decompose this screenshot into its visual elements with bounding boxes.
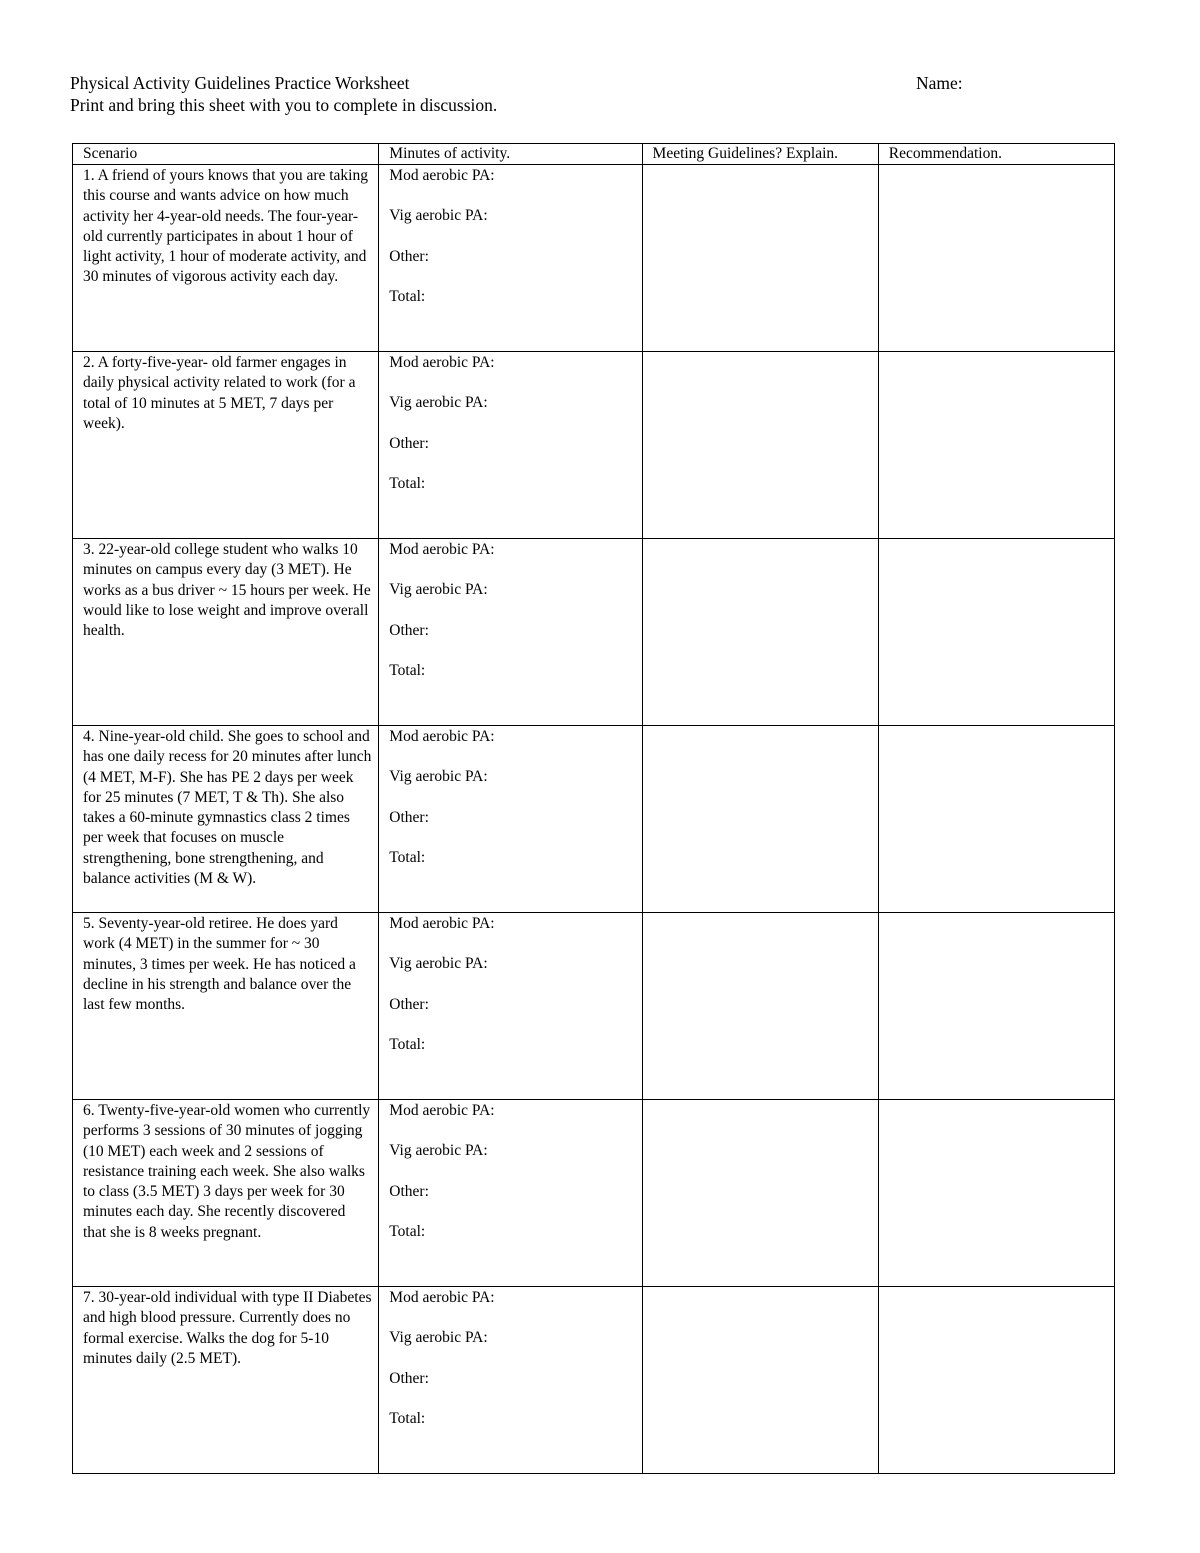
meeting-guidelines-cell[interactable] bbox=[642, 913, 878, 1100]
scenario-cell: 3. 22-year-old college student who walks 10 minutes on campus every day (3 MET). He works as a bus driver ~ 15 hours per week. He would like to lose weight and improve overall health. bbox=[73, 539, 379, 726]
meeting-guidelines-cell[interactable] bbox=[642, 165, 878, 352]
minutes-list bbox=[389, 913, 635, 1075]
vig-aerobic-label: Vig aerobic PA: bbox=[389, 768, 488, 786]
minutes-list bbox=[389, 1287, 635, 1449]
vig-aerobic-label: Vig aerobic PA: bbox=[389, 1329, 488, 1347]
scenario-row-3 bbox=[73, 539, 1115, 726]
other-label: Other: bbox=[389, 995, 429, 1013]
mod-aerobic-label: Mod aerobic PA: bbox=[389, 915, 495, 932]
minutes-list bbox=[389, 165, 635, 327]
scenario-cell: 6. Twenty-five-year-old women who currently performs 3 sessions of 30 minutes of jogging (10 MET) each week and 2 sessions of resistance training each week. She also walks to class (3.5 MET) 3 days per week for 30 minutes each day. She recently discovered that she is 8 weeks pregnant. bbox=[73, 1100, 379, 1287]
other-label: Other: bbox=[389, 808, 429, 826]
scenario-row-7 bbox=[73, 1287, 1115, 1474]
worksheet-header bbox=[70, 72, 1120, 116]
minutes-cell[interactable] bbox=[379, 1100, 642, 1287]
scenario-row-5 bbox=[73, 913, 1115, 1100]
recommendation-cell[interactable] bbox=[878, 913, 1114, 1100]
vig-aerobic-label: Vig aerobic PA: bbox=[389, 955, 488, 973]
total-label: Total: bbox=[389, 848, 426, 866]
minutes-list bbox=[389, 352, 635, 514]
scenario-cell: 5. Seventy-year-old retiree. He does yard work (4 MET) in the summer for ~ 30 minutes, 3 times per week. He has noticed a decline in his strength and balance over the last few months. bbox=[73, 913, 379, 1100]
meeting-guidelines-cell[interactable] bbox=[642, 352, 878, 539]
scenario-row-1 bbox=[73, 165, 1115, 352]
minutes-cell[interactable] bbox=[379, 539, 642, 726]
mod-aerobic-label: Mod aerobic PA: bbox=[389, 167, 495, 184]
minutes-cell[interactable] bbox=[379, 165, 642, 352]
minutes-cell[interactable] bbox=[379, 352, 642, 539]
other-label: Other: bbox=[389, 621, 429, 639]
scenario-cell: 2. A forty-five-year- old farmer engages in daily physical activity related to work (for a total of 10 minutes at 5 MET, 7 days per week). bbox=[73, 352, 379, 539]
column-header-meeting-guidelines: Meeting Guidelines? Explain. bbox=[642, 144, 878, 165]
meeting-guidelines-cell[interactable] bbox=[642, 1100, 878, 1287]
instructions-row bbox=[70, 94, 1120, 116]
vig-aerobic-label: Vig aerobic PA: bbox=[389, 581, 488, 599]
meeting-guidelines-cell[interactable] bbox=[642, 1287, 878, 1474]
minutes-cell[interactable] bbox=[379, 726, 642, 913]
meeting-guidelines-cell[interactable] bbox=[642, 539, 878, 726]
minutes-list bbox=[389, 726, 635, 888]
total-label: Total: bbox=[389, 474, 426, 492]
mod-aerobic-label: Mod aerobic PA: bbox=[389, 541, 495, 558]
total-label: Total: bbox=[389, 287, 426, 305]
title-row bbox=[70, 72, 1120, 94]
minutes-list bbox=[389, 1100, 635, 1262]
total-label: Total: bbox=[389, 1409, 426, 1427]
worksheet-title: Physical Activity Guidelines Practice Worksheet bbox=[70, 73, 410, 93]
vig-aerobic-label: Vig aerobic PA: bbox=[389, 394, 488, 412]
other-label: Other: bbox=[389, 434, 429, 452]
total-label: Total: bbox=[389, 1035, 426, 1053]
scenario-row-4 bbox=[73, 726, 1115, 913]
scenario-cell: 7. 30-year-old individual with type II Diabetes and high blood pressure. Currently does no formal exercise. Walks the dog for 5-10 minutes daily (2.5 MET). bbox=[73, 1287, 379, 1474]
worksheet-instructions: Print and bring this sheet with you to complete in discussion. bbox=[70, 95, 498, 115]
other-label: Other: bbox=[389, 1369, 429, 1387]
recommendation-cell[interactable] bbox=[878, 1100, 1114, 1287]
mod-aerobic-label: Mod aerobic PA: bbox=[389, 354, 495, 371]
vig-aerobic-label: Vig aerobic PA: bbox=[389, 1142, 488, 1160]
scenario-row-6 bbox=[73, 1100, 1115, 1287]
mod-aerobic-label: Mod aerobic PA: bbox=[389, 1102, 495, 1119]
recommendation-cell[interactable] bbox=[878, 539, 1114, 726]
column-header-minutes: Minutes of activity. bbox=[379, 144, 642, 165]
total-label: Total: bbox=[389, 661, 426, 679]
other-label: Other: bbox=[389, 247, 429, 265]
name-label: Name: bbox=[916, 73, 963, 93]
other-label: Other: bbox=[389, 1182, 429, 1200]
column-header-scenario: Scenario bbox=[73, 144, 379, 165]
mod-aerobic-label: Mod aerobic PA: bbox=[389, 1289, 495, 1306]
minutes-list bbox=[389, 539, 635, 701]
scenario-cell: 1. A friend of yours knows that you are taking this course and wants advice on how much activity her 4-year-old needs. The four-year-old currently participates in about 1 hour of light activity, 1 hour of moderate activity, and 30 minutes of vigorous activity each day. bbox=[73, 165, 379, 352]
recommendation-cell[interactable] bbox=[878, 1287, 1114, 1474]
column-header-recommendation: Recommendation. bbox=[878, 144, 1114, 165]
recommendation-cell[interactable] bbox=[878, 352, 1114, 539]
scenario-row-2 bbox=[73, 352, 1115, 539]
worksheet-table bbox=[72, 143, 1115, 1474]
minutes-cell[interactable] bbox=[379, 1287, 642, 1474]
vig-aerobic-label: Vig aerobic PA: bbox=[389, 207, 488, 225]
recommendation-cell[interactable] bbox=[878, 726, 1114, 913]
scenario-cell: 4. Nine-year-old child. She goes to school and has one daily recess for 20 minutes after lunch (4 MET, M-F). She has PE 2 days per week for 25 minutes (7 MET, T & Th). She also takes a 60-minute gymnastics class 2 times per week that focuses on muscle strengthening, bone strengthening, and balance activities (M & W). bbox=[73, 726, 379, 913]
total-label: Total: bbox=[389, 1222, 426, 1240]
table-header-row bbox=[73, 144, 1115, 165]
minutes-cell[interactable] bbox=[379, 913, 642, 1100]
mod-aerobic-label: Mod aerobic PA: bbox=[389, 728, 495, 745]
recommendation-cell[interactable] bbox=[878, 165, 1114, 352]
meeting-guidelines-cell[interactable] bbox=[642, 726, 878, 913]
